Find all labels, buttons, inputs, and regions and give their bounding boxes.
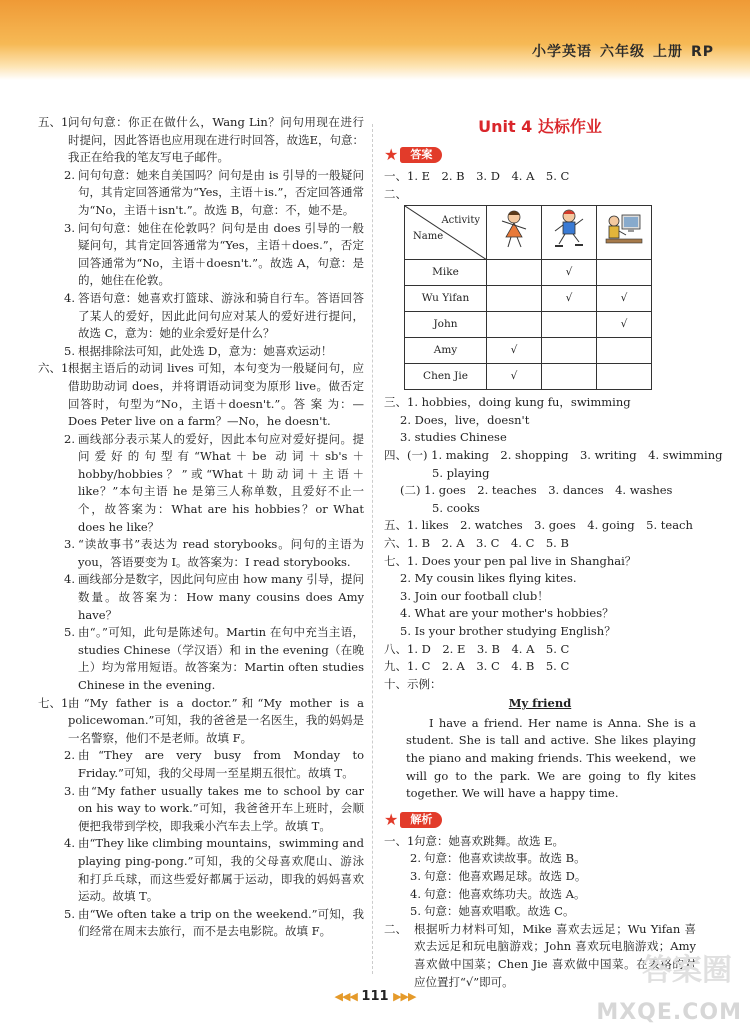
item-text: 由“They are very busy from Monday to Friday.”可知，我的父母周一至星期五很忙。故填 T。 (78, 748, 364, 780)
corner-activity: Activity (441, 215, 480, 227)
item-number: 4. (64, 290, 75, 305)
answer-line: 四、(一) 1. making 2. shopping 3. writing 4. swimming (384, 447, 723, 462)
star-icon: ★ (384, 810, 399, 830)
item-number: 2. (410, 851, 421, 866)
item-number: 4. (64, 572, 75, 587)
item-text: 答语句意：她喜欢打篮球、游泳和骑自行车。答语回答了某人的爱好，因此此问句应对某人的爱好进行提问，故选 C，意为：她的业余爱好是什么？ (78, 290, 364, 341)
row-name: John (405, 312, 487, 338)
check-cell (487, 286, 542, 312)
check-cell (542, 338, 597, 364)
answer-line: 2. Does，live，doesn't (400, 412, 530, 427)
table-row (405, 364, 652, 390)
check-cell: √ (542, 260, 597, 286)
table-row (405, 338, 652, 364)
answer-four (384, 447, 723, 517)
item-number: 5. (64, 343, 75, 358)
item-text: 根据主语后的动词 lives 可知，本句变为一般疑问句，应借助助动词 does，并将谓语动词变为原形 live。做否定回答时，句型为“No，主语＋doesn't.”。答 案 为：—Does Peter live on a farm？—No，he doesn't. (68, 361, 364, 429)
row-name: Mike (405, 260, 487, 286)
item-text: “读故事书”表达为 read storybooks。问句的主语为 you，答语要变为 I。故答案为：I read storybooks. (78, 537, 364, 569)
item-number: 二、 (384, 921, 407, 936)
answer-item (38, 906, 364, 941)
answer-line: 2. My cousin likes flying kites. (400, 571, 577, 586)
answer-ten-label: 十、示例： (384, 676, 442, 691)
answer-tag-label: 答案 (400, 147, 442, 163)
answer-seven (384, 553, 696, 641)
answer-item (384, 850, 696, 868)
unit-title: Unit 4 达标作业 (478, 117, 602, 136)
item-number: 七、1. (38, 695, 72, 710)
left-column (38, 114, 364, 941)
item-text: 问句句意：她来自美国吗？问句是由 is 引导的一般疑问句，其肯定回答通常为“Yes，主语＋is.”，否定回答通常为“No，主语＋isn't.”。故选 B，句意：不，她不是。 (78, 167, 364, 217)
check-cell (597, 260, 652, 286)
answer-item (38, 431, 364, 537)
check-cell (542, 312, 597, 338)
answer-item (384, 833, 696, 851)
answer-eight: 八、1. D 2. E 3. B 4. A 5. C (384, 641, 570, 656)
answer-item (38, 114, 364, 167)
item-text: 句意：她喜欢跳舞。故选 E。 (414, 833, 565, 848)
item-number: 5. (410, 904, 421, 919)
essay-text: I have a friend. Her name is Anna. She is a student. She is tall and active. She likes playing the piano and making friends. This weekend，we will go to the park. We are going to fly kites together. We will have a happy time. (406, 715, 696, 801)
row-name: Chen Jie (405, 364, 487, 390)
answer-line: 4. What are your mother's hobbies？ (400, 606, 614, 621)
activity-table (404, 205, 652, 390)
answer-one: 一、1. E 2. B 3. D 4. A 5. C (384, 169, 570, 183)
answer-item (38, 360, 364, 430)
answer-three (384, 394, 696, 447)
item-number: 2. (64, 167, 75, 182)
check-cell: √ (597, 286, 652, 312)
volume: 上册 (652, 44, 683, 60)
item-number: 2. (64, 431, 75, 446)
item-number: 3. (64, 537, 75, 552)
subject: 小学英语 (531, 44, 592, 60)
item-number: 一、1. (384, 833, 418, 848)
answer-two-label: 二、 (384, 186, 407, 201)
check-cell (542, 364, 597, 390)
item-text: 由“。”可知，此句是陈述句。Martin 在句中充当主语，studies Chinese（学汉语）和 in the evening（在晚上）均为常用短语。故答案为：Martin often studies Chinese in the evening. (78, 625, 364, 692)
dancing-girl-icon (494, 207, 534, 251)
essay-title: My friend (508, 696, 572, 711)
item-text: 根据排除法可知，此处选 D，意为：她喜欢运动！ (78, 343, 333, 358)
answer-item (384, 903, 696, 921)
book-title (524, 44, 714, 62)
answer-item (38, 835, 364, 905)
item-text: 根据听力材料可知，Mike 喜欢去远足；Wu Yifan 喜欢去远足和玩电脑游戏；John 喜欢玩电脑游戏；Amy 喜欢做中国菜；Chen Jie 喜欢做中国菜。在表格的对应位置打“√”即可。 (414, 921, 696, 989)
check-cell (597, 364, 652, 390)
item-text: 句意：他喜欢踢足球。故选 D。 (424, 869, 587, 884)
answer-item (38, 343, 364, 361)
answer-item (38, 695, 364, 748)
answer-item (384, 886, 696, 904)
item-text: 句意：他喜欢读故事。故选 B。 (424, 851, 586, 866)
skating-boy-icon (549, 207, 589, 251)
check-cell (487, 312, 542, 338)
item-text: 句意：他喜欢练功夫。故选 A。 (424, 886, 586, 901)
item-text: 画线部分是数字，因此问句应由 how many 引导，提问数量。故答案为：How many cousins does Amy have？ (78, 572, 364, 622)
answer-item (38, 624, 364, 694)
answer-line: 3. studies Chinese (400, 430, 507, 445)
answer-line: 七、1. Does your pen pal live in Shanghai？ (384, 553, 637, 568)
watermark-url: MXQE.COM (596, 1000, 742, 1026)
item-number: 五、1. (38, 115, 72, 129)
answer-item (38, 783, 364, 836)
watermark (596, 953, 742, 1026)
item-number: 六、1. (38, 361, 72, 376)
row-name: Amy (405, 338, 487, 364)
activity-skating (542, 206, 597, 260)
page-header (0, 0, 750, 80)
watermark-logo: 答案圈 (642, 953, 732, 988)
answer-item (38, 290, 364, 343)
answer-five: 五、1. likes 2. watches 3. goes 4. going 5. teach (384, 518, 693, 533)
item-text: 问句句意：她住在伦敦吗？问句是由 does 引导的一般疑问句，其肯定回答通常为“Yes，主语＋does.”，否定回答通常为“No，主语＋doesn't.”。故选 A，句意：是的，她住在伦敦。 (78, 220, 364, 288)
analysis-tag-label: 解析 (400, 812, 442, 828)
item-text: 问句句意：你正在做什么，Wang Lin？问句用现在进行时提问，因此答语也应用现在进行时回答，故选E，句意：我正在给我的笔友写电子邮件。 (68, 115, 364, 165)
answer-tag (384, 146, 442, 164)
check-cell: √ (597, 312, 652, 338)
item-text: 由“My father is a doctor.”和“My mother is a policewoman.”可知，我的爸爸是一名医生，我的妈妈是一名警察，他们不是老师。故填 F。 (68, 695, 364, 745)
table-row (405, 286, 652, 312)
right-column (384, 114, 723, 991)
corner-name: Name (413, 230, 444, 242)
right-arrows-icon: ▶▶▶ (393, 990, 416, 1003)
answer-line: 三、1. hobbies，doing kung fu，swimming (384, 395, 631, 410)
answer-line: 5. cooks (432, 500, 480, 515)
grade: 六年级 (599, 44, 645, 60)
column-divider (372, 124, 373, 974)
item-text: 画线部分表示某人的爱好，因此本句应对爱好提问。提问爱好的句型有“What＋be 动词＋sb's＋hobby/hobbies？”或“What＋助动词＋主语＋like？”本句主语 he 是第三人称单数，且爱好不止一个，故答案为：What are his hobbies？or What does he like？ (78, 431, 364, 534)
edition: RP (690, 44, 714, 60)
table-row (405, 312, 652, 338)
check-cell: √ (487, 364, 542, 390)
answer-item (38, 220, 364, 290)
answer-item (38, 536, 364, 571)
computer-game-icon (604, 207, 644, 251)
item-text: 由“We often take a trip on the weekend.”可知，我们经常在周末去旅行，而不是去电影院。故填 F。 (78, 906, 364, 939)
item-number: 5. (64, 906, 75, 921)
answer-line: 3. Join our football club！ (400, 588, 549, 603)
activity-computer (597, 206, 652, 260)
item-number: 5. (64, 625, 75, 640)
star-icon: ★ (384, 145, 399, 165)
answer-line: (二) 1. goes 2. teaches 3. dances 4. washes (400, 483, 673, 498)
answer-line: 5. playing (432, 465, 490, 480)
answer-item (38, 571, 364, 624)
item-text: 由“My father usually takes me to school by car on his way to work.”可知，我爸爸开车上班时，会顺便把我带到学校，即我乘小汽车去上学。故填 T。 (78, 783, 364, 833)
item-text: 句意：她喜欢唱歌。故选 C。 (424, 904, 575, 919)
check-cell: √ (542, 286, 597, 312)
check-cell: √ (487, 338, 542, 364)
check-cell (597, 338, 652, 364)
page-number-text: 111 (361, 989, 389, 1004)
answer-nine: 九、1. C 2. A 3. C 4. B 5. C (384, 659, 570, 674)
item-number: 3. (64, 783, 75, 798)
row-name: Wu Yifan (405, 286, 487, 312)
answer-six: 六、1. B 2. A 3. C 4. C 5. B (384, 535, 569, 550)
item-number: 4. (64, 836, 75, 851)
table-corner (405, 206, 487, 260)
activity-dancing (487, 206, 542, 260)
answer-item (38, 167, 364, 220)
item-number: 4. (410, 886, 421, 901)
left-arrows-icon: ◀◀◀ (334, 990, 357, 1003)
table-row (405, 260, 652, 286)
answer-item (384, 868, 696, 886)
answer-item (38, 747, 364, 782)
item-number: 3. (410, 869, 421, 884)
check-cell (487, 260, 542, 286)
item-text: 由“They like climbing mountains，swimming and playing ping-pong.”可知，我的父母喜欢爬山、游泳和打乒乓球，而这些爱好都属于运动，即我的妈妈喜欢运动。故填 T。 (78, 836, 364, 904)
answer-line: 5. Is your brother studying English？ (400, 623, 616, 638)
item-number: 2. (64, 748, 75, 763)
analysis-tag (384, 811, 442, 829)
item-number: 3. (64, 220, 75, 235)
